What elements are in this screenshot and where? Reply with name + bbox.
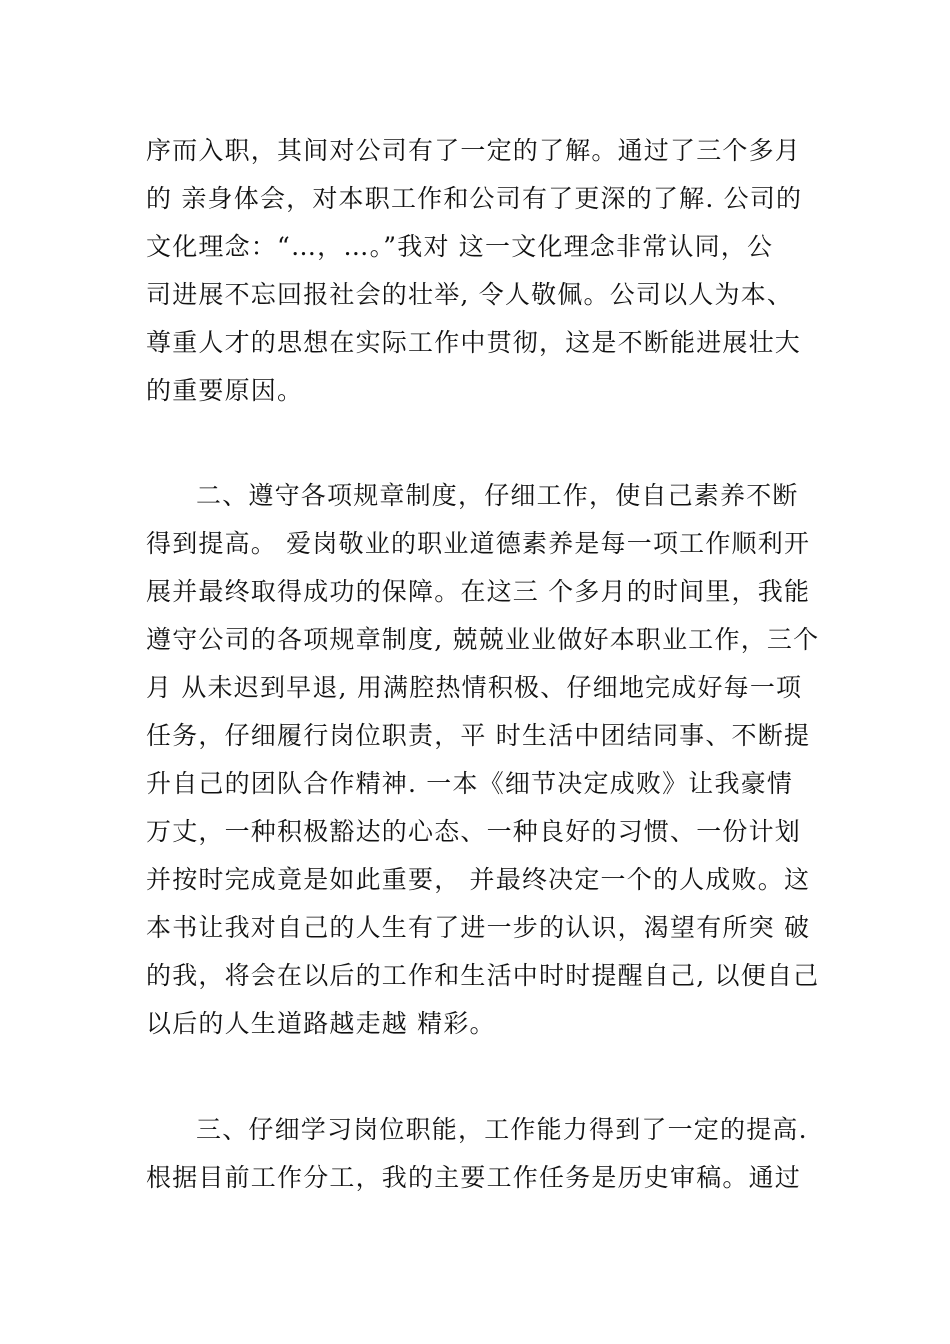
paragraph-1-line-6: 的重要原因。 <box>146 376 304 405</box>
paragraph-2-line-12: 以后的人生道路越走越 精彩。 <box>146 1009 496 1038</box>
paragraph-3-line-1: 三、仔细学习岗位职能，工作能力得到了一定的提高. <box>196 1115 808 1144</box>
paragraph-2-line-9: 并按时完成竟是如此重要， 并最终决定一个的人成败。这 <box>146 865 811 894</box>
paragraph-2-line-7: 升自己的团队合作精神. 一本《细节决定成败》让我豪情 <box>146 769 794 798</box>
paragraph-2-line-3: 展并最终取得成功的保障。在这三 个多月的时间里，我能 <box>146 577 811 606</box>
paragraph-1-line-2: 的 亲身体会，对本职工作和公司有了更深的了解. 公司的 <box>146 184 803 213</box>
paragraph-1-line-5: 尊重人才的思想在实际工作中贯彻，这是不断能进展壮大 <box>146 328 802 357</box>
paragraph-1-line-1: 序而入职，其间对公司有了一定的了解。通过了三个多月 <box>146 136 802 165</box>
paragraph-1-line-3: 文化理念：“…，…。”我对 这一文化理念非常认同，公 <box>146 232 774 261</box>
paragraph-2-line-11: 的我，将会在以后的工作和生活中时时提醒自己, 以便自己 <box>146 961 820 990</box>
paragraph-2-line-5: 月 从未迟到早退, 用满腔热情积极、仔细地完成好每一项 <box>146 673 803 702</box>
paragraph-1-line-4: 司进展不忘回报社会的壮举, 令人敬佩。公司以人为本、 <box>146 280 794 309</box>
paragraph-2-line-2: 得到提高。 爱岗敬业的职业道德素养是每一项工作顺利开 <box>146 529 811 558</box>
paragraph-2-line-10: 本书让我对自己的人生有了进一步的认识，渴望有所突 破 <box>146 913 811 942</box>
paragraph-2-line-1: 二、遵守各项规章制度，仔细工作，使自己素养不断 <box>196 481 799 510</box>
paragraph-2-line-6: 任务，仔细履行岗位职责，平 时生活中团结同事、不断提 <box>146 721 811 750</box>
paragraph-3-line-2: 根据目前工作分工，我的主要工作任务是历史审稿。通过 <box>146 1163 802 1192</box>
paragraph-2-line-4: 遵守公司的各项规章制度, 兢兢业业做好本职业工作，三个 <box>146 625 820 654</box>
paragraph-2-line-8: 万丈，一种积极豁达的心态、一种良好的习惯、一份计划 <box>146 817 802 846</box>
